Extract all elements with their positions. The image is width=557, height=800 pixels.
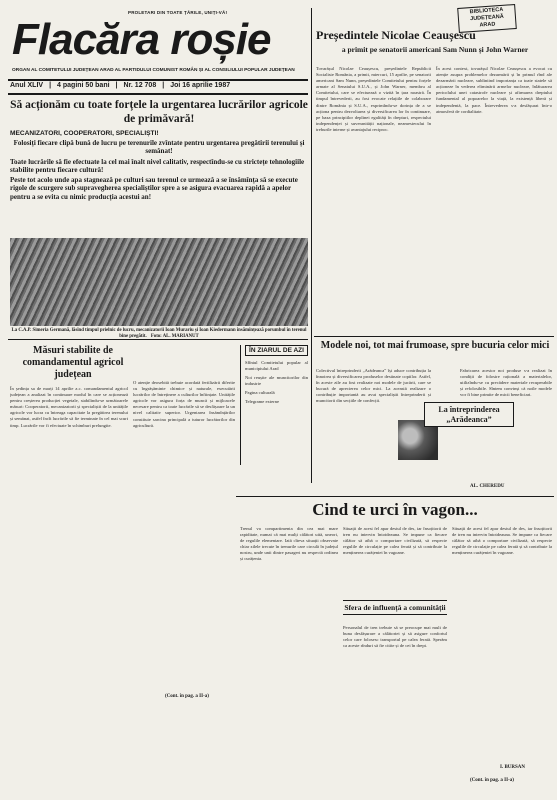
stamp-line-1: BIBLIOTECA	[469, 6, 504, 16]
vagon-col-2b: Personalul de tren trebuie să se preocupe mai mult de buna desfășurare a călătoriei și să asigure confortul celor care folosesc transportul pe calea ferată. Sperăm ca aceste rînduri să fie citite și de cei în drept.	[343, 625, 447, 649]
models-inset: La întreprinderea „Arădeanca”	[424, 402, 514, 427]
models-col-1: Colectivul întreprinderii „Arădeanca” își aduce contribuția la înnoirea și diversificarea produselor destinate copiilor. Astfel, în aceste zile au fost realizate noi modele de jucării, care se bucură de aprecierea celor mici. La această realizare o contribuție importantă au avut specialiștii întreprinderii și muncitorii din secțiile de confecții.	[316, 368, 431, 404]
lead-appeal-block	[10, 130, 308, 201]
field-photo	[10, 238, 308, 326]
president-headline: Președintele Nicolae Ceaușescu	[316, 28, 476, 42]
issue-year: Anul XLIV	[10, 82, 44, 89]
measures-col-2: O atenție deosebită trebuie acordată fertilizării diferite cu îngrășăminte chimice și naturale, executării lucrărilor de întreținere a culturilor înființate. Unitățile agricole vor asigura forța de muncă și mijloacele necesare pentru ca toate lucrările să se desfășoare la un nivel calitativ superior. Urgentarea însămînțărilor constituie sarcina principală a tuturor lucrătorilor din agricultură.	[133, 380, 235, 428]
masthead-rule-top	[8, 79, 308, 81]
masthead-title: Flacăra roșie	[12, 15, 271, 64]
issue-sep-2: |	[115, 82, 118, 89]
vagon-inset: Sfera de influență a comunității	[343, 600, 447, 615]
vagon-col-1: Trenul va compartimenta din cea mai mare rapiditate, numai că mai mulți călători uită, uneori, de regulile elementare. Iată cîteva situații observate chiar zilele trecute în trenurile care circulă în județul nostru, unde unii dintre pasageri nu respectă ordinea și curățenia.	[240, 526, 338, 562]
vagon-top-rule	[236, 496, 554, 497]
lead-point-3: Peste tot acolo unde apa stagnează pe culturi sau terenul ce urmează a se însămînța să se execute rigole de scurgere sub supravegherea specialiștilor spre a se asigura evacuarea rapidă a apelor pentru a se evita cu nimic producția acestui an!	[10, 176, 298, 201]
models-col-2: Fabricarea acestor noi produse s-a realizat în condiții de folosire rațională a materialelor, utilizîndu-se cu precădere materiale recuperabile și refolosibile. Sîntem convinși că noile modele vor fi bine primite de micii beneficiari.	[460, 368, 552, 398]
lead-appeal-sub: Folosiți fiecare clipă bună de lucru pe terenurile zvîntate pentru urgentarea pregătirii terenului și semănat!	[13, 139, 305, 156]
president-subhead: a primit pe senatorii americani Sam Nunn și John Warner	[341, 45, 529, 54]
vagon-headline: Cind te urci în vagon...	[312, 500, 478, 519]
lead-appeal: MECANIZATORI, COOPERATORI, SPECIALIȘTI!	[10, 130, 159, 137]
stamp-line-2: JUDEȚEANĂ	[469, 13, 504, 23]
ziarul-item-4: Telegrame externe	[245, 399, 279, 405]
vagon-continued: (Cont. în pag. a II-a)	[470, 778, 514, 783]
president-col-2: În acest context, tovarășul Nicolae Ceaușescu a evocat cu atenție asupra problemelor dezarmării și în primul rînd ale dezarmării nucleare, subliniind importanța ca toate statele să acționeze în vederea eliminării armelor nucleare, înlăturarea pericolului unei catastrofe nucleare și afirmarea dreptului fundamental al popoarelor la viață, la existență liberă și independentă, la pace. Întrevederea s-a desfășurat într-o atmosferă de cordialitate.	[436, 66, 552, 114]
measures-top-rule	[8, 339, 308, 340]
issue-sep-3: |	[162, 82, 165, 89]
measures-headline: Măsuri stabilite de comandamentul agricol județean	[22, 345, 124, 380]
photo-credit: Foto: AL. MARIANUT	[150, 334, 199, 339]
masthead-rule-bottom	[8, 93, 308, 95]
ziarul-label: ÎN ZIARUL DE AZI	[245, 345, 308, 356]
measures-col-1: În ședința sa de marți 14 aprilie a.c. comandamentul agricol județean a analizat în continuare modul în care se acționează pentru creșterea producției vegetale, stabilindu-se următoarele măsuri: Cooperatorii, mecanizatorii și specialiștii de la unitățile agricole vor lucra cu întreaga capacitate la pregătirea terenului și semănat, astfel încît lucrările să fie terminate în cel mai scurt timp. Lucrările vor fi efectuate în schimburi prelungite.	[10, 386, 128, 428]
issue-pages: 4 pagini 50 bani	[57, 82, 110, 89]
president-col-1: Tovarășul Nicolae Ceaușescu, președintele Republicii Socialiste România, a primit, miercuri, 15 aprilie, pe senatorii americani Sam Nunn, președintele Comitetului pentru forțele armate al Senatului S.U.A., și John Warner, membru al Comitetului, care se efectuează o vizită în țara noastră. În timpul întrevederii, au fost evocate relațiile de colaborare dintre România și S.U.A., exprimîndu-se dorința de a se acționa pentru dezvoltarea și diversificarea lor în continuare, pe baza principiilor deplinei egalități în drepturi, respectului independenței și suveranității naționale, neamestecului în treburile interne și avantajului reciproc.	[316, 66, 431, 132]
lead-point-2: Toate lucrările să fie efectuate la cel mai înalt nivel calitativ, respectîndu-se cu strictețe tehnologiile stabilite pentru fiecare cultură!	[10, 157, 305, 174]
vagon-col-3: Situații de acest fel apar destul de des, iar însoțitorii de tren nu intervin întotdeauna. Se impune ca fiecare călător să aibă o comportare civilizată, să respecte regulile de circulație pe calea ferată și să contribuie la menținerea curățeniei în vagoane.	[452, 526, 552, 556]
photo-caption-text: La C.A.P. Simeria Germană, lăsînd timpul prielnic de lucru, mecanizatorii Ioan Murariu și Ioan Kiedermann însămînțează porumbul în terenul bine pregătit.	[11, 328, 307, 339]
column-divider	[311, 8, 312, 483]
ziarul-box	[240, 345, 308, 465]
lead-headline: Să acționăm cu toate forțele la urgentarea lucrărilor agricole de primăvară!	[10, 99, 308, 125]
ziarul-item-1: Sfîntul Comitetului popular al municipiului Arad	[245, 360, 308, 372]
measures-continued: (Cont. în pag. a II-a)	[165, 694, 209, 699]
ziarul-item-2: Noi reușite ale muncitorilor din industrie	[245, 375, 308, 387]
issue-line	[10, 82, 310, 89]
masthead-subtitle: ORGAN AL COMITETULUI JUDEȚEAN ARAD AL PARTIDULUI COMUNIST ROMÂN ȘI AL CONSILIULUI POPULAR JUDEȚEAN	[12, 68, 295, 73]
ziarul-item-3: Pagina culturală	[245, 390, 275, 396]
stamp-line-3: ARAD	[479, 21, 496, 29]
masthead	[8, 6, 308, 106]
models-headline: Modele noi, tot mai frumoase, spre bucuria celor mici	[320, 340, 550, 351]
masthead-slogan: PROLETARI DIN TOATE ȚĂRILE, UNIȚI-VĂ!	[128, 10, 228, 15]
president-bottom-rule	[314, 336, 554, 337]
vagon-byline: I. BURSAN	[500, 765, 526, 770]
issue-number: Nr. 12 708	[123, 82, 157, 89]
issue-sep-1: |	[49, 82, 52, 89]
vagon-col-2: Situații de acest fel apar destul de des, iar însoțitorii de tren nu intervin întotdeauna. Se impune ca fiecare călător să aibă o comportare civilizată, să respecte regulile de circulație pe calea ferată și să contribuie la menținerea curățeniei în vagoane.	[343, 526, 447, 556]
issue-date: Joi 16 aprilie 1987	[170, 82, 231, 89]
models-byline: AL. CHEREDU	[470, 484, 505, 489]
